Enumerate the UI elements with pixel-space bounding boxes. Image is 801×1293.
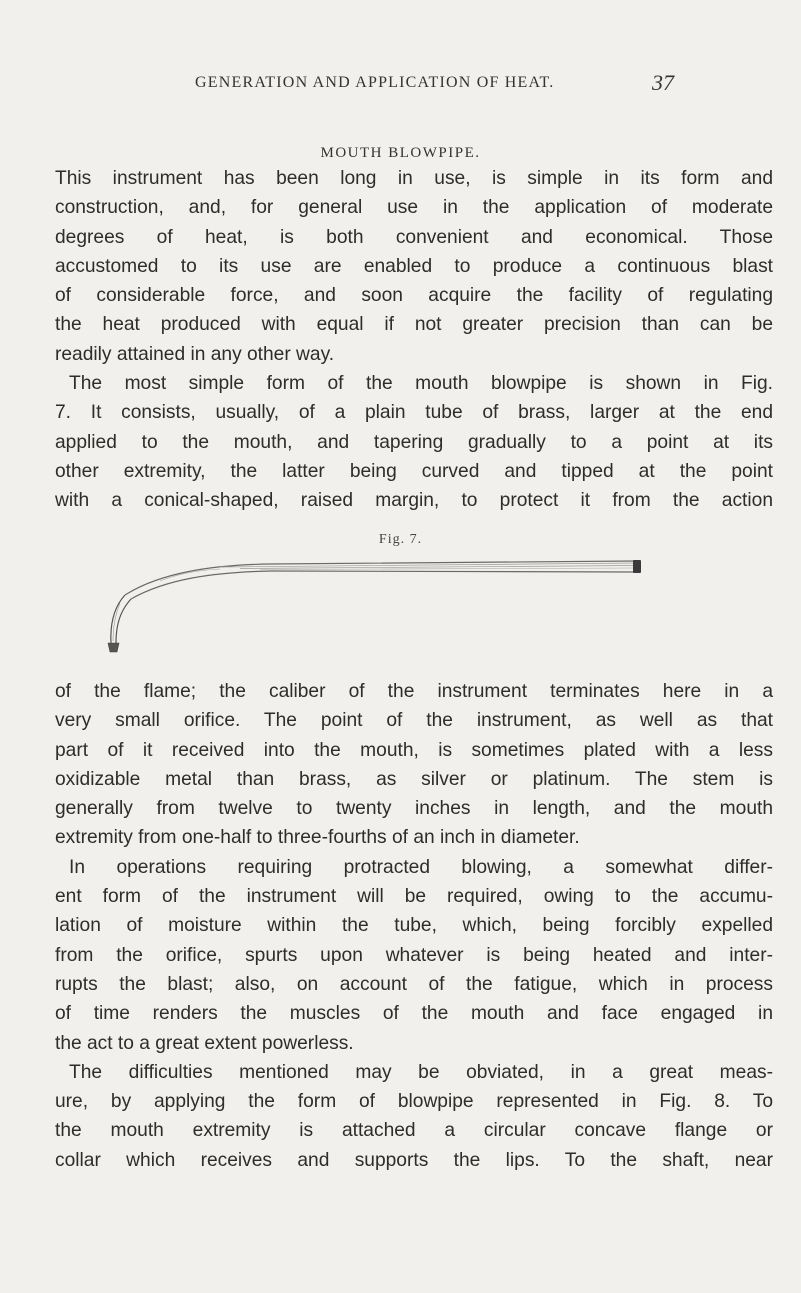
text-line: This instrument has been long in use, is simple in its form and <box>55 168 773 189</box>
running-head: GENERATION AND APPLICATION OF HEAT. <box>195 74 555 91</box>
text-line: of time renders the muscles of the mouth and face engaged in <box>55 1003 773 1025</box>
section-title: MOUTH BLOWPIPE. <box>320 145 481 161</box>
text-line: 7. It consists, usually, of a plain tube of brass, larger at the end <box>55 402 773 424</box>
text-line: ent form of the instrument will be required, owing to the accumu- <box>55 886 773 908</box>
text-line: In operations requiring protracted blowing, a somewhat differ- <box>69 856 773 878</box>
text-line: other extremity, the latter being curved and tipped at the point <box>55 460 773 482</box>
text-line: the mouth extremity is attached a circular concave flange or <box>55 1120 773 1142</box>
text-line: very small orifice. The point of the instrument, as well as that <box>55 710 773 732</box>
paragraph-block-1 <box>55 164 773 516</box>
figure-7 <box>100 555 670 660</box>
text-line: readily attained in any other way. <box>55 343 335 365</box>
text-line: degrees of heat, is both convenient and economical. Those <box>55 226 773 248</box>
page-number: 37 <box>652 70 674 95</box>
text-line: The most simple form of the mouth blowpipe is shown in Fig. <box>69 373 773 395</box>
text-line: oxidizable metal than brass, as silver or platinum. The stem is <box>55 768 773 790</box>
text-line: construction, and, for general use in the application of moderate <box>55 197 773 219</box>
text-line: extremity from one-half to three-fourths of an inch in diameter. <box>55 827 580 849</box>
text-line: part of it received into the mouth, is sometimes plated with a less <box>55 739 773 761</box>
text-line: The difficulties mentioned may be obviated, in a great meas- <box>69 1061 773 1083</box>
text-line: applied to the mouth, and tapering gradually to a point at its <box>55 431 773 453</box>
text-line: ure, by applying the form of blowpipe represented in Fig. 8. To <box>55 1091 773 1113</box>
mouth-blowpipe-icon <box>100 555 670 660</box>
paragraph-block-2 <box>55 677 773 1175</box>
text-line: of considerable force, and soon acquire the facility of regulating <box>55 285 773 307</box>
text-line: with a conical-shaped, raised margin, to protect it from the action <box>55 490 773 512</box>
figure-caption: Fig. 7. <box>378 532 423 547</box>
text-line: rupts the blast; also, on account of the fatigue, which in process <box>55 973 773 995</box>
text-line: generally from twelve to twenty inches in length, and the mouth <box>55 798 773 820</box>
text-line: the heat produced with equal if not greater precision than can be <box>55 314 773 336</box>
text-line: collar which receives and supports the lips. To the shaft, near <box>55 1149 773 1171</box>
text-line: from the orifice, spurts upon whatever is being heated and inter- <box>55 944 773 966</box>
text-line: the act to a great extent powerless. <box>55 1032 354 1054</box>
text-line: lation of moisture within the tube, which, being forcibly expelled <box>55 915 773 937</box>
text-line: accustomed to its use are enabled to produce a continuous blast <box>55 255 773 277</box>
text-line: of the flame; the caliber of the instrument terminates here in a <box>55 681 773 702</box>
